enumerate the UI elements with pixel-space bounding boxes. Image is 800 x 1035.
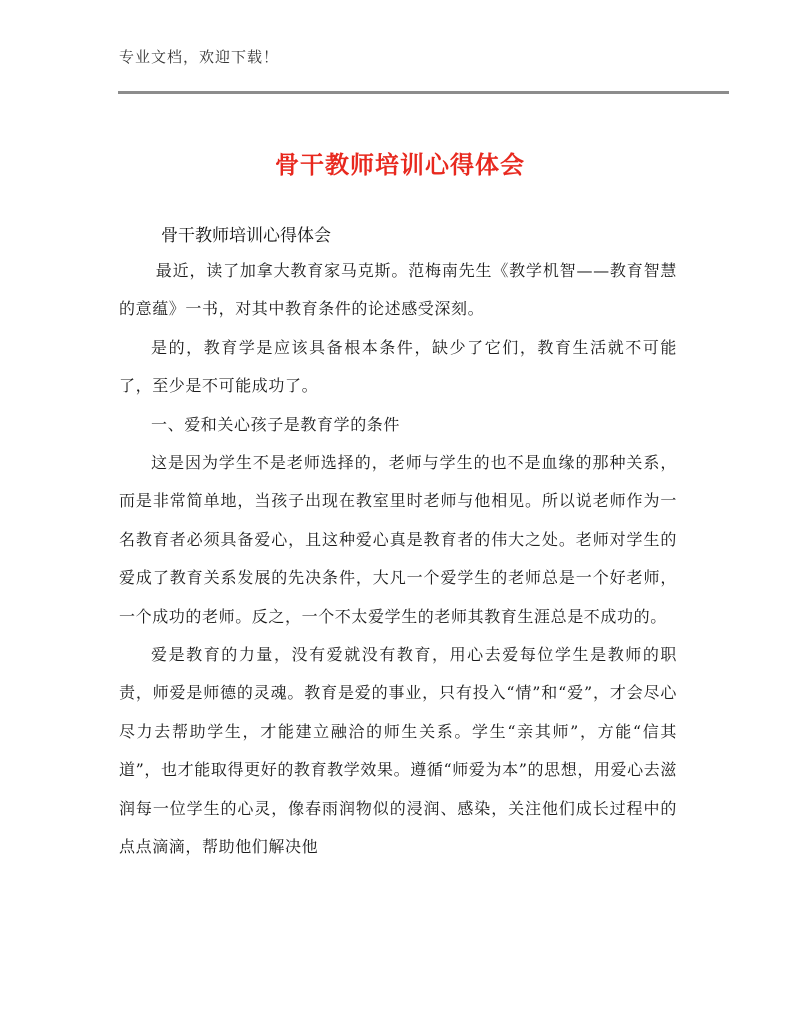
section-heading: 一、爱和关心孩子是教育学的条件: [151, 414, 401, 434]
document-body: [119, 252, 677, 867]
paragraph: 爱是教育的力量，没有爱就没有教育，用心去爱每位学生是教师的职责，师爱是师德的灵魂。教育是爱的事业，只有投入“情”和“爱”，才会尽心尽力去帮助学生，才能建立融洽的师生关系。学生“亲其师”，方能“信其道”，也才能取得更好的教育教学效果。遵循“师爱为本”的思想，用爱心去滋润每一位学生的心灵，像春雨润物似的浸润、感染，关注他们成长过程中的点点滴滴，帮助他们解决他: [119, 645, 677, 857]
document-subtitle: 骨干教师培训心得体会: [161, 226, 331, 246]
paragraph: 最近，读了加拿大教育家马克斯。范梅南先生《教学机智——教育智慧的意蕴》一书，对其中教育条件的论述感受深刻。: [119, 261, 677, 319]
paragraph: 是的，教育学是应该具备根本条件，缺少了它们，教育生活就不可能了，至少是不可能成功了。: [119, 337, 677, 396]
paragraph: 这是因为学生不是老师选择的，老师与学生的也不是血缘的那种关系，而是非常简单地，当孩子出现在教室里时老师与他相见。所以说老师作为一名教育者必须具备爱心，且这种爱心真是教育者的伟大之处。老师对学生的爱成了教育关系发展的先决条件，大凡一个爱学生的老师总是一个好老师，一个成功的老师。反之，一个不太爱学生的老师其教育生涯总是不成功的。: [119, 453, 677, 626]
header-divider: [118, 91, 729, 94]
document-title: 骨干教师培训心得体会: [275, 151, 525, 179]
header-note: 专业文档，欢迎下载！: [119, 48, 280, 66]
